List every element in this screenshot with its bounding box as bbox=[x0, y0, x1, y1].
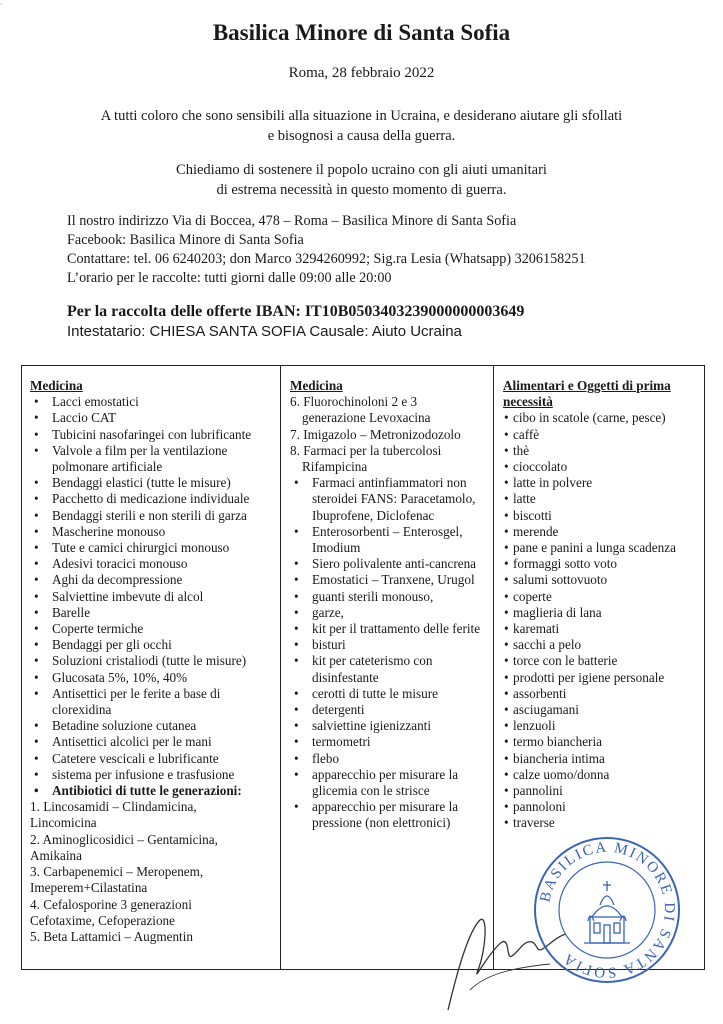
holder-line: Intestatario: CHIESA SANTA SOFIA Causale: Aiuto Ucraina bbox=[67, 323, 462, 340]
column-heading: Medicina bbox=[30, 378, 83, 393]
contact-block bbox=[67, 212, 586, 288]
list-item: • bisturi bbox=[290, 637, 488, 653]
column-medicine-1 bbox=[30, 378, 280, 945]
column-divider bbox=[493, 366, 494, 969]
intro-line: Chiediamo di sostenere il popolo ucraino con gli aiuti umanitari bbox=[176, 162, 547, 178]
numbered-item: 5. Beta Lattamici – Augmentin bbox=[30, 928, 193, 944]
hours-line: L’orario per le raccolte: tutti giorni dalle 09:00 alle 20:00 bbox=[67, 270, 392, 286]
numbered-item: 1. Lincosamidi – Clindamicina, bbox=[30, 799, 197, 815]
intro-line: A tutti coloro che sono sensibili alla situazione in Ucraina, e desiderano aiutare gli sfollati bbox=[100, 108, 623, 124]
list-item: • torce con le batterie bbox=[503, 653, 701, 669]
list-item: • guanti sterili monouso, bbox=[290, 589, 488, 605]
list-item: • cioccolato bbox=[503, 459, 701, 475]
numbered-item: 7. Imigazolo – Metronizodozolo bbox=[290, 426, 461, 442]
stamp-text: BASILICA MINORE DI SANTA SOFIA bbox=[537, 839, 678, 981]
numbered-item: generazione Levoxacina bbox=[302, 410, 431, 426]
list-item: • Antisettici per le ferite a base di clorexidina bbox=[30, 686, 280, 718]
list-item: • Barelle bbox=[30, 605, 280, 621]
list-item: • biancheria intima bbox=[503, 751, 701, 767]
list-item: • cerotti di tutte le misure bbox=[290, 686, 488, 702]
column-food-items bbox=[503, 378, 701, 832]
list-item: • latte bbox=[503, 491, 701, 507]
list-item: • detergenti bbox=[290, 702, 488, 718]
list-item: • Pacchetto di medicazione individuale bbox=[30, 491, 280, 507]
document-date: Roma, 28 febbraio 2022 bbox=[288, 65, 435, 81]
phones-line: Contattare: tel. 06 6240203; don Marco 3294260992; Sig.ra Lesia (Whatsapp) 3206158251 bbox=[67, 251, 586, 267]
numbered-item: 3. Carbapenemici – Meropenem, bbox=[30, 864, 204, 880]
document-title: Basilica Minore di Santa Sofia bbox=[212, 20, 511, 45]
list-item: • pane e panini a lunga scadenza bbox=[503, 540, 701, 556]
numbered-item: Amikaina bbox=[30, 847, 83, 863]
antibiotics-heading: • Antibiotici di tutte le generazioni: bbox=[30, 783, 280, 799]
list-item: • coperte bbox=[503, 589, 701, 605]
list-item: • Aghi da decompressione bbox=[30, 572, 280, 588]
list-item: • Betadine soluzione cutanea bbox=[30, 718, 280, 734]
list-item: • biscotti bbox=[503, 508, 701, 524]
intro-line: di estrema necessità in questo momento di guerra. bbox=[216, 182, 507, 198]
numbered-item: 4. Cefalosporine 3 generazioni bbox=[30, 896, 192, 912]
list-item: • garze, bbox=[290, 605, 488, 621]
list-item: • Glucosata 5%, 10%, 40% bbox=[30, 670, 280, 686]
list-item: • thè bbox=[503, 443, 701, 459]
list-item: • Mascherine monouso bbox=[30, 524, 280, 540]
list-item: • Siero polivalente anti-cancrena bbox=[290, 556, 488, 572]
column-medicine-2 bbox=[290, 378, 488, 832]
list-item: • Lacci emostatici bbox=[30, 394, 280, 410]
church-stamp bbox=[532, 835, 682, 985]
list-item: • prodotti per igiene personale bbox=[503, 670, 701, 686]
list-item: • kit per cateterismo con disinfestante bbox=[290, 653, 488, 685]
list-item: • merende bbox=[503, 524, 701, 540]
list-item: • Laccio CAT bbox=[30, 410, 280, 426]
numbered-item: Lincomicina bbox=[30, 815, 97, 831]
list-item: • kit per il trattamento delle ferite bbox=[290, 621, 488, 637]
list-item: • Valvole a film per la ventilazione polmonare artificiale bbox=[30, 443, 280, 475]
list-item: • Soluzioni cristaliodi (tutte le misure) bbox=[30, 653, 280, 669]
numbered-item: 2. Aminoglicosidici – Gentamicina, bbox=[30, 831, 218, 847]
list-item: • Tubicini nasofaringei con lubrificante bbox=[30, 427, 280, 443]
list-item: • sistema per infusione e trasfusione bbox=[30, 767, 280, 783]
list-item: • termo biancheria bbox=[503, 734, 701, 750]
numbered-item: 6. Fluorochinoloni 2 e 3 bbox=[290, 394, 418, 410]
list-item: • termometri bbox=[290, 734, 488, 750]
list-item: • Bendaggi elastici (tutte le misure) bbox=[30, 475, 280, 491]
list-item: • salumi sottovuoto bbox=[503, 572, 701, 588]
bullet-list bbox=[30, 394, 280, 783]
bullet-list bbox=[503, 410, 701, 831]
numbered-item: Cefotaxime, Cefoperazione bbox=[30, 912, 175, 928]
facebook-line: Facebook: Basilica Minore di Santa Sofia bbox=[67, 232, 304, 248]
list-item: • salviettine igienizzanti bbox=[290, 718, 488, 734]
numbered-item: 8. Farmaci per la tubercolosi bbox=[290, 442, 442, 458]
list-item: • apparecchio per misurare la pressione (non elettronici) bbox=[290, 799, 488, 831]
numbered-item: Imeperem+Cilastatina bbox=[30, 880, 148, 896]
list-item: • maglieria di lana bbox=[503, 605, 701, 621]
list-item: • pannolini bbox=[503, 783, 701, 799]
list-item: • Antisettici alcolici per le mani bbox=[30, 734, 280, 750]
list-item: • karemati bbox=[503, 621, 701, 637]
list-item: • Adesivi toracici monouso bbox=[30, 556, 280, 572]
intro-paragraph-2 bbox=[40, 160, 683, 200]
list-item: • sacchi a pelo bbox=[503, 637, 701, 653]
list-item: • calze uomo/donna bbox=[503, 767, 701, 783]
list-item: • Emostatici – Tranxene, Urugol bbox=[290, 572, 488, 588]
numbered-list bbox=[30, 799, 280, 945]
list-item: • formaggi sotto voto bbox=[503, 556, 701, 572]
numbered-item: Rifampicina bbox=[302, 459, 368, 475]
list-item: • caffè bbox=[503, 427, 701, 443]
list-item: • traverse bbox=[503, 815, 701, 831]
list-item: • Coperte termiche bbox=[30, 621, 280, 637]
list-item: • lenzuoli bbox=[503, 718, 701, 734]
intro-paragraph-1 bbox=[40, 106, 683, 146]
list-item: • flebo bbox=[290, 751, 488, 767]
list-item: • latte in polvere bbox=[503, 475, 701, 491]
iban-line: Per la raccolta delle offerte IBAN: IT10B0503403239000000003649 bbox=[67, 303, 525, 320]
column-divider bbox=[280, 366, 281, 969]
column-heading: Medicina bbox=[290, 378, 343, 393]
column-heading: Alimentari e Oggetti di prima necessità bbox=[503, 378, 671, 410]
list-item: • Bendaggi sterili e non sterili di garza bbox=[30, 508, 280, 524]
list-item: • Salviettine imbevute di alcol bbox=[30, 589, 280, 605]
list-item: • Tute e camici chirurgici monouso bbox=[30, 540, 280, 556]
list-item: • Enterosorbenti – Enterosgel, Imodium bbox=[290, 524, 488, 556]
corner-mark: · bbox=[0, 0, 3, 9]
list-item: • apparecchio per misurare la glicemia con le strisce bbox=[290, 767, 488, 799]
list-item: • assorbenti bbox=[503, 686, 701, 702]
numbered-list bbox=[290, 394, 488, 475]
list-item: • pannoloni bbox=[503, 799, 701, 815]
bullet-list bbox=[290, 475, 488, 831]
list-item: • Catetere vescicali e lubrificante bbox=[30, 751, 280, 767]
list-item: • Bendaggi per gli occhi bbox=[30, 637, 280, 653]
intro-line: e bisognosi a causa della guerra. bbox=[267, 128, 456, 144]
address-line: Il nostro indirizzo Via di Boccea, 478 – Roma – Basilica Minore di Santa Sofia bbox=[67, 213, 517, 229]
list-item: • cibo in scatole (carne, pesce) bbox=[503, 410, 701, 426]
donation-block bbox=[67, 302, 524, 342]
list-item: • asciugamani bbox=[503, 702, 701, 718]
list-item: • Farmaci antinfiammatori non steroidei FANS: Paracetamolo, Ibuprofene, Diclofenac bbox=[290, 475, 488, 524]
